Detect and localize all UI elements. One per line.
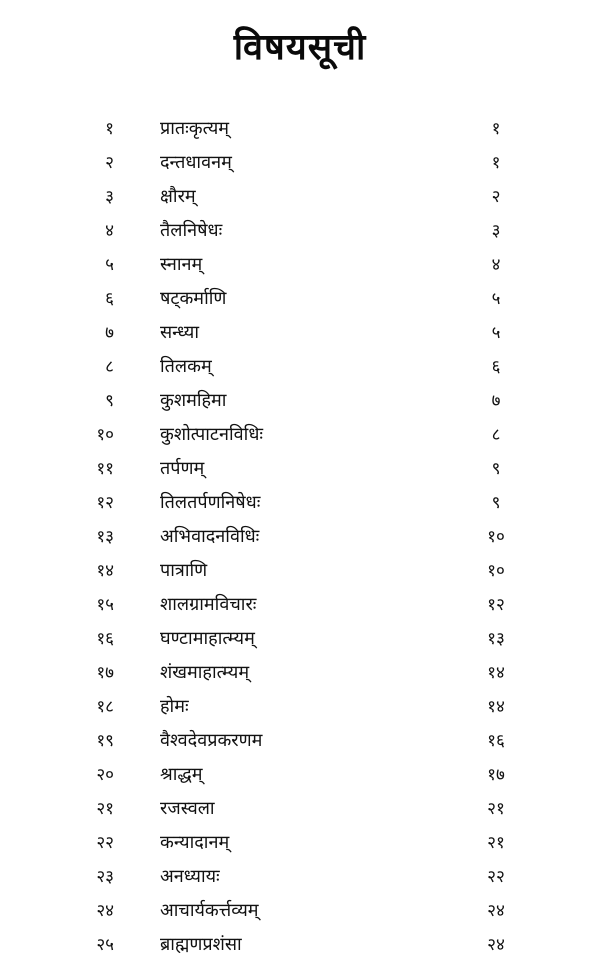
entry-page-number: २१ [487, 833, 505, 853]
toc-entry [0, 894, 600, 928]
toc-entry [0, 860, 600, 894]
entry-number: १५ [96, 595, 114, 615]
entry-topic: तैलनिषेधः [160, 220, 223, 241]
entry-number: १९ [96, 731, 114, 751]
toc-entry [0, 656, 600, 690]
entry-topic: तर्पणम् [160, 458, 205, 479]
entry-page-number: १३ [487, 629, 505, 649]
toc-entry [0, 146, 600, 180]
entry-topic: क्षौरम् [160, 186, 196, 207]
toc-entry [0, 792, 600, 826]
entry-topic: वैश्वदेवप्रकरणम [160, 730, 263, 751]
entry-page-number: १७ [487, 765, 505, 785]
entry-page-number: २४ [487, 901, 505, 921]
entry-topic: रजस्वला [160, 798, 215, 819]
entry-number: १७ [96, 663, 114, 683]
entry-topic: आचार्यकर्त्तव्यम् [160, 900, 259, 921]
toc-entry [0, 588, 600, 622]
entry-page-number: १ [491, 119, 501, 139]
entry-topic: षट्कर्माणि [160, 288, 227, 309]
toc-entry [0, 486, 600, 520]
entry-number: १२ [96, 493, 114, 513]
entry-page-number: २१ [487, 799, 505, 819]
toc-entry [0, 690, 600, 724]
toc-entry [0, 112, 600, 146]
toc-entry [0, 520, 600, 554]
entry-number: ११ [96, 459, 114, 479]
entry-page-number: १० [487, 561, 505, 581]
entry-number: ८ [105, 357, 114, 377]
toc-entry [0, 282, 600, 316]
entry-number: ९ [105, 391, 114, 411]
entry-number: १० [96, 425, 114, 445]
entry-page-number: १० [487, 527, 505, 547]
entry-number: २२ [96, 833, 114, 853]
entry-number: ५ [105, 255, 114, 275]
entry-topic: शालग्रामविचारः [160, 594, 257, 615]
entry-number: १३ [96, 527, 114, 547]
entry-page-number: ७ [491, 391, 501, 411]
toc-entry [0, 554, 600, 588]
entry-number: ४ [105, 221, 114, 241]
toc-entry [0, 384, 600, 418]
entry-number: २ [105, 153, 114, 173]
entry-topic: तिलतर्पणनिषेधः [160, 492, 261, 513]
entry-number: १४ [96, 561, 114, 581]
entry-topic: प्रातःकृत्यम् [160, 118, 230, 139]
entry-topic: पात्राणि [160, 560, 208, 581]
entry-number: १६ [96, 629, 114, 649]
toc-entry [0, 214, 600, 248]
entry-topic: कुशोत्पाटनविधिः [160, 424, 264, 445]
entry-page-number: ६ [491, 357, 501, 377]
entry-topic: शंखमाहात्म्यम् [160, 662, 250, 683]
entry-number: १८ [96, 697, 114, 717]
table-of-contents [0, 112, 600, 962]
entry-topic: दन्तधावनम् [160, 152, 232, 173]
entry-page-number: १ [491, 153, 501, 173]
entry-number: २५ [96, 935, 114, 955]
toc-entry [0, 928, 600, 962]
entry-topic: सन्ध्या [160, 322, 200, 343]
entry-topic: घण्टामाहात्म्यम् [160, 628, 255, 649]
entry-topic: कन्यादानम् [160, 832, 230, 853]
entry-topic: श्राद्धम् [160, 764, 203, 785]
toc-entry [0, 826, 600, 860]
entry-page-number: ५ [491, 323, 501, 343]
entry-page-number: ९ [491, 459, 501, 479]
entry-topic: ब्राह्मणप्रशंसा [160, 934, 242, 955]
entry-number: २३ [96, 867, 114, 887]
entry-page-number: ९ [491, 493, 501, 513]
entry-number: ३ [105, 187, 114, 207]
entry-page-number: २२ [487, 867, 505, 887]
entry-page-number: १२ [487, 595, 505, 615]
entry-page-number: ८ [491, 425, 501, 445]
entry-page-number: ३ [491, 221, 501, 241]
toc-entry [0, 180, 600, 214]
toc-entry [0, 316, 600, 350]
toc-entry [0, 418, 600, 452]
entry-topic: होमः [160, 696, 189, 717]
entry-page-number: १४ [487, 697, 505, 717]
entry-number: ७ [105, 323, 114, 343]
entry-topic: अभिवादनविधिः [160, 526, 260, 547]
entry-page-number: ५ [491, 289, 501, 309]
entry-number: २१ [96, 799, 114, 819]
entry-number: २४ [96, 901, 114, 921]
entry-number: १ [105, 119, 114, 139]
entry-topic: अनध्यायः [160, 866, 220, 887]
toc-entry [0, 622, 600, 656]
entry-topic: तिलकम् [160, 356, 212, 377]
toc-entry [0, 248, 600, 282]
toc-entry [0, 724, 600, 758]
entry-number: ६ [105, 289, 114, 309]
entry-page-number: २४ [487, 935, 505, 955]
entry-page-number: १४ [487, 663, 505, 683]
page-title: विषयसूची [233, 27, 367, 68]
entry-topic: स्नानम् [160, 254, 203, 275]
entry-topic: कुशमहिमा [160, 390, 227, 411]
entry-page-number: १६ [487, 731, 505, 751]
toc-entry [0, 452, 600, 486]
toc-entry [0, 758, 600, 792]
entry-page-number: ४ [491, 255, 501, 275]
entry-number: २० [96, 765, 114, 785]
entry-page-number: २ [491, 187, 501, 207]
toc-entry [0, 350, 600, 384]
